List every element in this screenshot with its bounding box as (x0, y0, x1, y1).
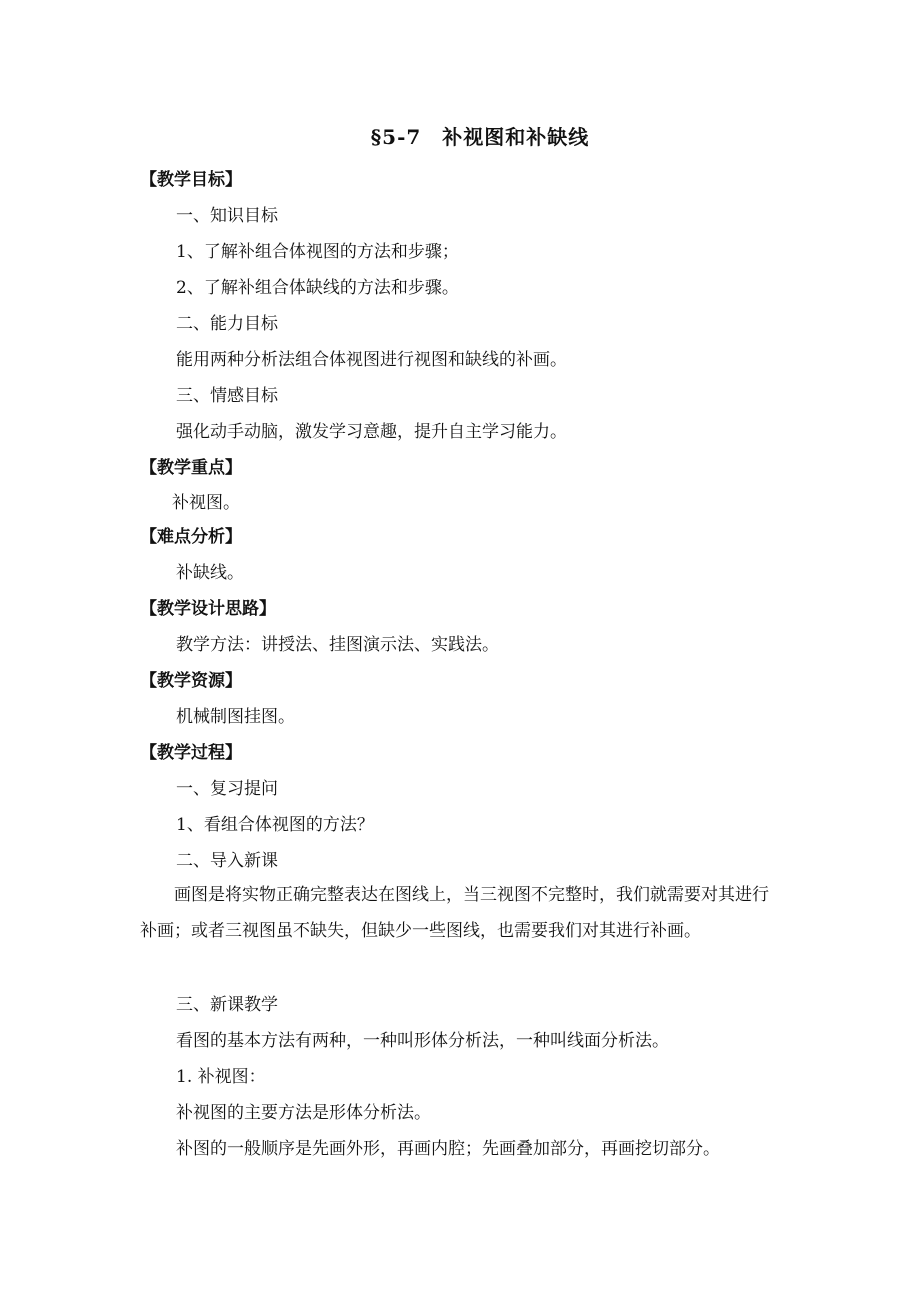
emotion-text: 强化动手动脑，激发学习意趣，提升自主学习能力。 (176, 422, 567, 442)
process-heading: 【教学过程】 (140, 743, 242, 763)
sub-text-1: 补视图的主要方法是形体分析法。 (176, 1103, 431, 1123)
difficulty-text: 补缺线。 (176, 563, 244, 583)
knowledge-item-2: 2、了解补组合体缺线的方法和步骤。 (176, 278, 459, 298)
design-text: 教学方法：讲授法、挂图演示法、实践法。 (176, 635, 499, 655)
review-question: 1、看组合体视图的方法？ (176, 815, 374, 835)
ability-heading: 二、能力目标 (176, 314, 278, 334)
objectives-heading: 【教学目标】 (140, 170, 242, 190)
sub-heading-1: 1. 补视图： (176, 1067, 266, 1087)
intro-heading: 二、导入新课 (176, 851, 278, 871)
ability-text: 能用两种分析法组合体视图进行视图和缺线的补画。 (176, 350, 567, 370)
resource-heading: 【教学资源】 (140, 671, 242, 691)
sub-text-2: 补图的一般顺序是先画外形，再画内腔；先画叠加部分，再画挖切部分。 (176, 1139, 720, 1159)
keypoint-text: 补视图。 (172, 493, 240, 513)
review-heading: 一、复习提问 (176, 779, 278, 799)
emotion-heading: 三、情感目标 (176, 386, 278, 406)
resource-text: 机械制图挂图。 (176, 707, 295, 727)
design-heading: 【教学设计思路】 (140, 599, 276, 619)
difficulty-heading: 【难点分析】 (140, 527, 242, 547)
new-lesson-heading: 三、新课教学 (176, 995, 278, 1015)
intro-paragraph: 画图是将实物正确完整表达在图线上，当三视图不完整时，我们就需要对其进行补画；或者三视图虽不缺失，但缺少一些图线，也需要我们对其进行补画。 (140, 885, 769, 941)
page-title: §5-7 补视图和补缺线 (370, 125, 590, 149)
keypoint-heading: 【教学重点】 (140, 458, 242, 478)
new-lesson-text: 看图的基本方法有两种，一种叫形体分析法，一种叫线面分析法。 (176, 1031, 669, 1051)
knowledge-heading: 一、知识目标 (176, 206, 278, 226)
knowledge-item-1: 1、了解补组合体视图的方法和步骤； (176, 242, 459, 262)
